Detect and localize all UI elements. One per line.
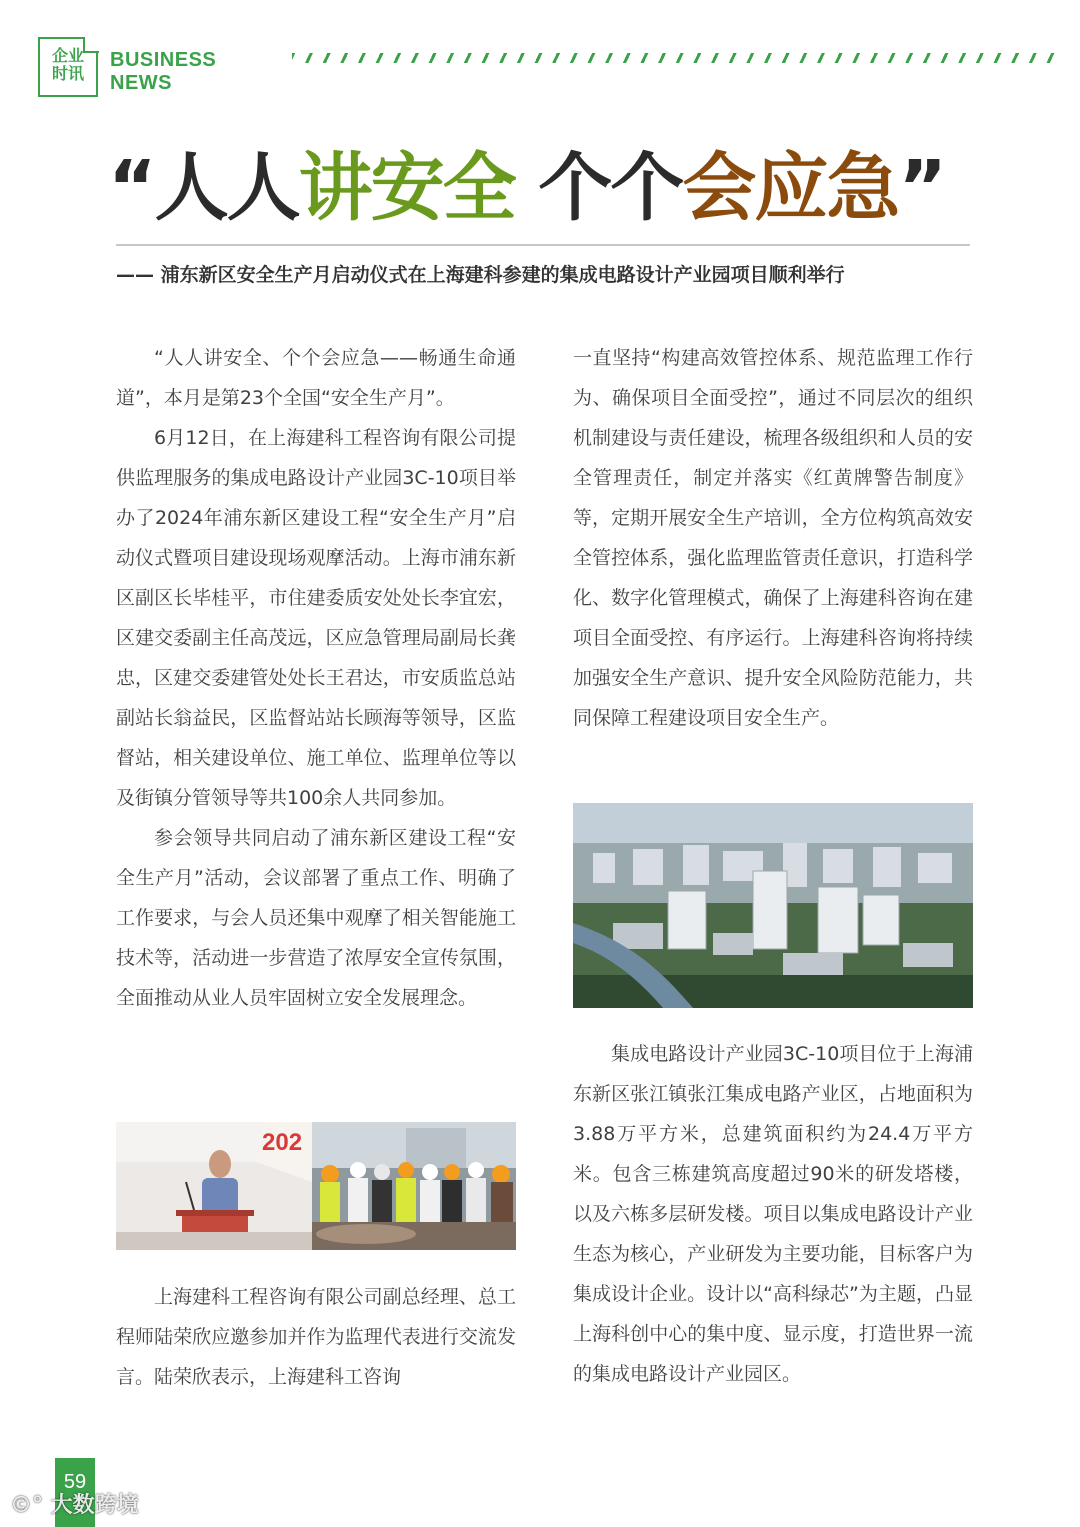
paragraph: 参会领导共同启动了浦东新区建设工程“安全生产月”活动，会议部署了重点工作、明确了工作要求，与会人员还集中观摩了相关智能施工技术等，活动进一步营造了浓厚安全宣传氛围，全面推动从业人员牢固树立安全发展理念。 (116, 827, 516, 1009)
left-column-bottom (116, 1277, 516, 1397)
paragraph: 一直坚持“构建高效管控体系、规范监理工作行为、确保项目全面受控”，通过不同层次的组织机制建设与责任建设，梳理各级组织和人员的安全管理责任，制定并落实《红黄牌警告制度》等，定期开展安全生产培训，全方位构筑高效安全管控体系，强化监理监管责任意识，打造科学化、数字化管理模式，确保了上海建科咨询在建项目全面受控、有序运行。上海建科咨询将持续加强安全生产意识、提升安全风险防范能力，共同保障工程建设项目安全生产。 (573, 347, 973, 729)
section-title (110, 49, 216, 95)
left-column-top (116, 338, 516, 1018)
title-part-4: 会应急 (682, 145, 899, 231)
logo-line-1: 企业 (51, 46, 84, 65)
event-photo (116, 1122, 516, 1250)
paragraph: “人人讲安全、个个会应急——畅通生命通道”，本月是第23个全国“安全生产月”。 (116, 347, 516, 409)
article-subtitle: —— 浦东新区安全生产月启动仪式在上海建科参建的集成电路设计产业园项目顺利举行 (116, 264, 845, 286)
header-stripe-decoration (292, 53, 1062, 63)
weibo-icon: ©° (10, 1493, 43, 1518)
title-part-5: ” (898, 145, 946, 231)
section-title-line-1: BUSINESS (110, 49, 217, 71)
watermark-text: 大数跨境 (50, 1493, 139, 1518)
banner-text: 202 (262, 1129, 303, 1156)
section-logo-text (44, 47, 92, 83)
right-column-bottom (573, 1034, 973, 1394)
logo-line-2: 时讯 (51, 64, 84, 83)
aerial-rendering-image (573, 803, 973, 1008)
title-part-3: 个个 (514, 145, 683, 231)
paragraph: 6月12日，在上海建科工程咨询有限公司提供监理服务的集成电路设计产业园3C-10项目举办了2024年浦东新区建设工程“安全生产月”启动仪式暨项目建设现场观摩活动。上海市浦东新区副区长毕桂平，市住建委质安处处长李宜宏，区建交委副主任高茂远，区应急管理局副局长龚忠，区建交委建管处处长王君达，市安质监总站副站长翁益民，区监督站站长顾海等领导，区监督站，相关建设单位、施工单位、监理单位等以及街镇分管领导等共100余人共同参加。 (116, 427, 516, 809)
watermark (10, 1492, 139, 1520)
article-title (108, 138, 968, 238)
page-number: 59 (63, 1471, 87, 1493)
title-divider (116, 244, 970, 246)
section-title-line-2: NEWS (110, 72, 172, 94)
paragraph: 集成电路设计产业园3C-10项目位于上海浦东新区张江镇张江集成电路产业区，占地面积为3.88万平方米，总建筑面积约为24.4万平方米。包含三栋建筑高度超过90米的研发塔楼，以及六栋多层研发楼。项目以集成电路设计产业生态为核心，产业研发为主要功能，目标客户为集成设计企业。设计以“高科绿芯”为主题，凸显上海科创中心的集中度、显示度，打造世界一流的集成电路设计产业园区。 (573, 1043, 973, 1385)
right-column-top (573, 338, 973, 738)
paragraph: 上海建科工程咨询有限公司副总经理、总工程师陆荣欣应邀参加并作为监理代表进行交流发言。陆荣欣表示，上海建科工咨询 (116, 1286, 516, 1388)
event-photo-image (116, 1122, 516, 1250)
title-part-2: 讲安全 (298, 145, 515, 231)
aerial-rendering-photo (573, 803, 973, 1008)
title-part-1: “人人 (108, 145, 299, 231)
